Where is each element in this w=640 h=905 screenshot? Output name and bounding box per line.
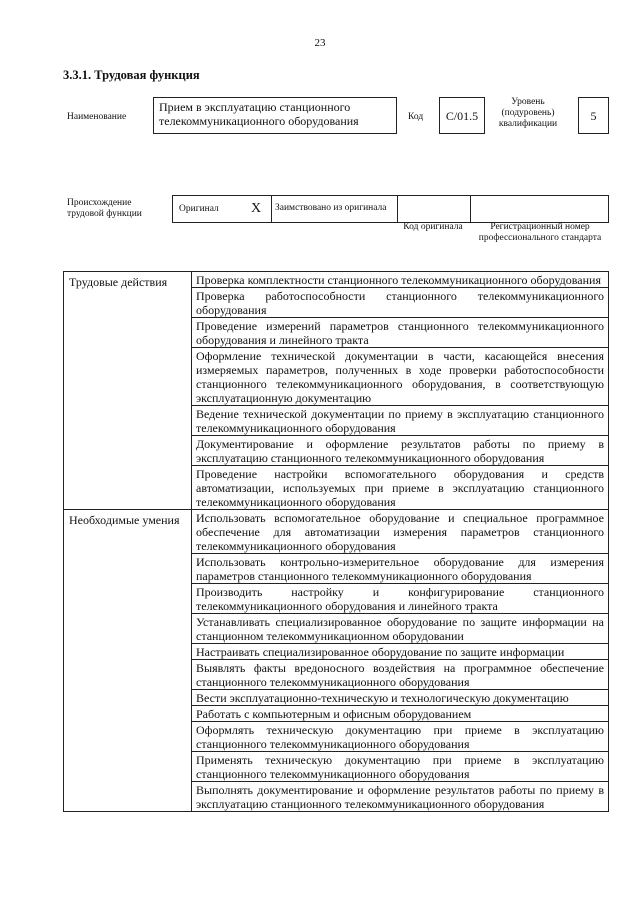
reg-number-cell xyxy=(470,195,609,223)
original-code-caption: Код оригинала xyxy=(403,222,463,232)
labor-action-item: Оформление технической документации в части, касающейся внесения измеряемых параметров, полученных в ходе проверки работоспособности станционного телекоммуникационного оборудования, в соответствующую эксплуатационную документацию xyxy=(192,348,609,406)
skill-item: Устанавливать специализированное оборудование по защите информации на станционном телекоммуникационном оборудовании xyxy=(192,614,609,644)
labor-action-item: Документирование и оформление результатов работы по приему в эксплуатацию станционного телекоммуникационного оборудования xyxy=(192,436,609,466)
actions-row xyxy=(64,272,609,288)
name-label: Наименование xyxy=(67,112,127,122)
skill-item: Выявлять факты вредоносного воздействия на программное обеспечение станционного телекоммуникационного оборудования xyxy=(192,660,609,690)
original-code-cell xyxy=(397,195,471,223)
reg-number-caption: Регистрационный номер профессионального стандарта xyxy=(478,222,602,243)
origin-label: Происхождение трудовой функции xyxy=(67,198,142,219)
function-table xyxy=(63,271,609,812)
code-label: Код xyxy=(408,112,424,122)
labor-action-item: Проведение настройки вспомогательного оборудования и средств автоматизации, используемых при приеме в эксплуатацию станционного телекоммуникационного оборудования xyxy=(192,466,609,510)
function-code: C/01.5 xyxy=(439,97,485,134)
skill-item: Оформлять техническую документацию при приеме в эксплуатацию станционного телекоммуникационного оборудования xyxy=(192,722,609,752)
function-name: Прием в эксплуатацию станционного телекоммуникационного оборудования xyxy=(153,97,397,134)
labor-actions-label: Трудовые действия xyxy=(64,272,192,510)
skill-item: Использовать вспомогательное оборудование и специальное программное обеспечение для автоматизации измерения параметров станционного телекоммуникационного оборудования xyxy=(192,510,609,554)
original-label: Оригинал xyxy=(179,204,219,214)
skill-item: Использовать контрольно-измерительное оборудование для измерения параметров станционного телекоммуникационного оборудования xyxy=(192,554,609,584)
labor-action-item: Проверка комплектности станционного телекоммуникационного оборудования xyxy=(192,272,609,288)
function-table-body xyxy=(64,272,609,812)
borrowed-cell xyxy=(271,195,398,223)
skill-item: Применять техническую документацию при приеме в эксплуатацию станционного телекоммуникационного оборудования xyxy=(192,752,609,782)
qualification-level: 5 xyxy=(578,97,609,134)
skill-item: Выполнять документирование и оформление результатов работы по приему в эксплуатацию станционного телекоммуникационного оборудования xyxy=(192,782,609,812)
original-mark: X xyxy=(251,201,262,216)
skill-item: Настраивать специализированное оборудование по защите информации xyxy=(192,644,609,660)
section-title: 3.3.1. Трудовая функция xyxy=(63,68,200,82)
level-label: Уровень (подуровень) квалификации xyxy=(498,97,558,129)
skill-item: Производить настройку и конфигурирование станционного телекоммуникационного оборудования и линейного тракта xyxy=(192,584,609,614)
required-skills-label: Необходимые умения xyxy=(64,510,192,812)
skill-item: Работать с компьютерным и офисным оборудованием xyxy=(192,706,609,722)
skill-item: Вести эксплуатационно-техническую и технологическую документацию xyxy=(192,690,609,706)
labor-action-item: Проведение измерений параметров станционного телекоммуникационного оборудования и линейного тракта xyxy=(192,318,609,348)
skills-row xyxy=(64,510,609,554)
original-cell xyxy=(172,195,272,223)
labor-action-item: Ведение технической документации по приему в эксплуатацию станционного телекоммуникационного оборудования xyxy=(192,406,609,436)
borrowed-label: Заимствовано из оригинала xyxy=(275,203,387,213)
labor-action-item: Проверка работоспособности станционного телекоммуникационного оборудования xyxy=(192,288,609,318)
page-number: 23 xyxy=(314,37,326,49)
